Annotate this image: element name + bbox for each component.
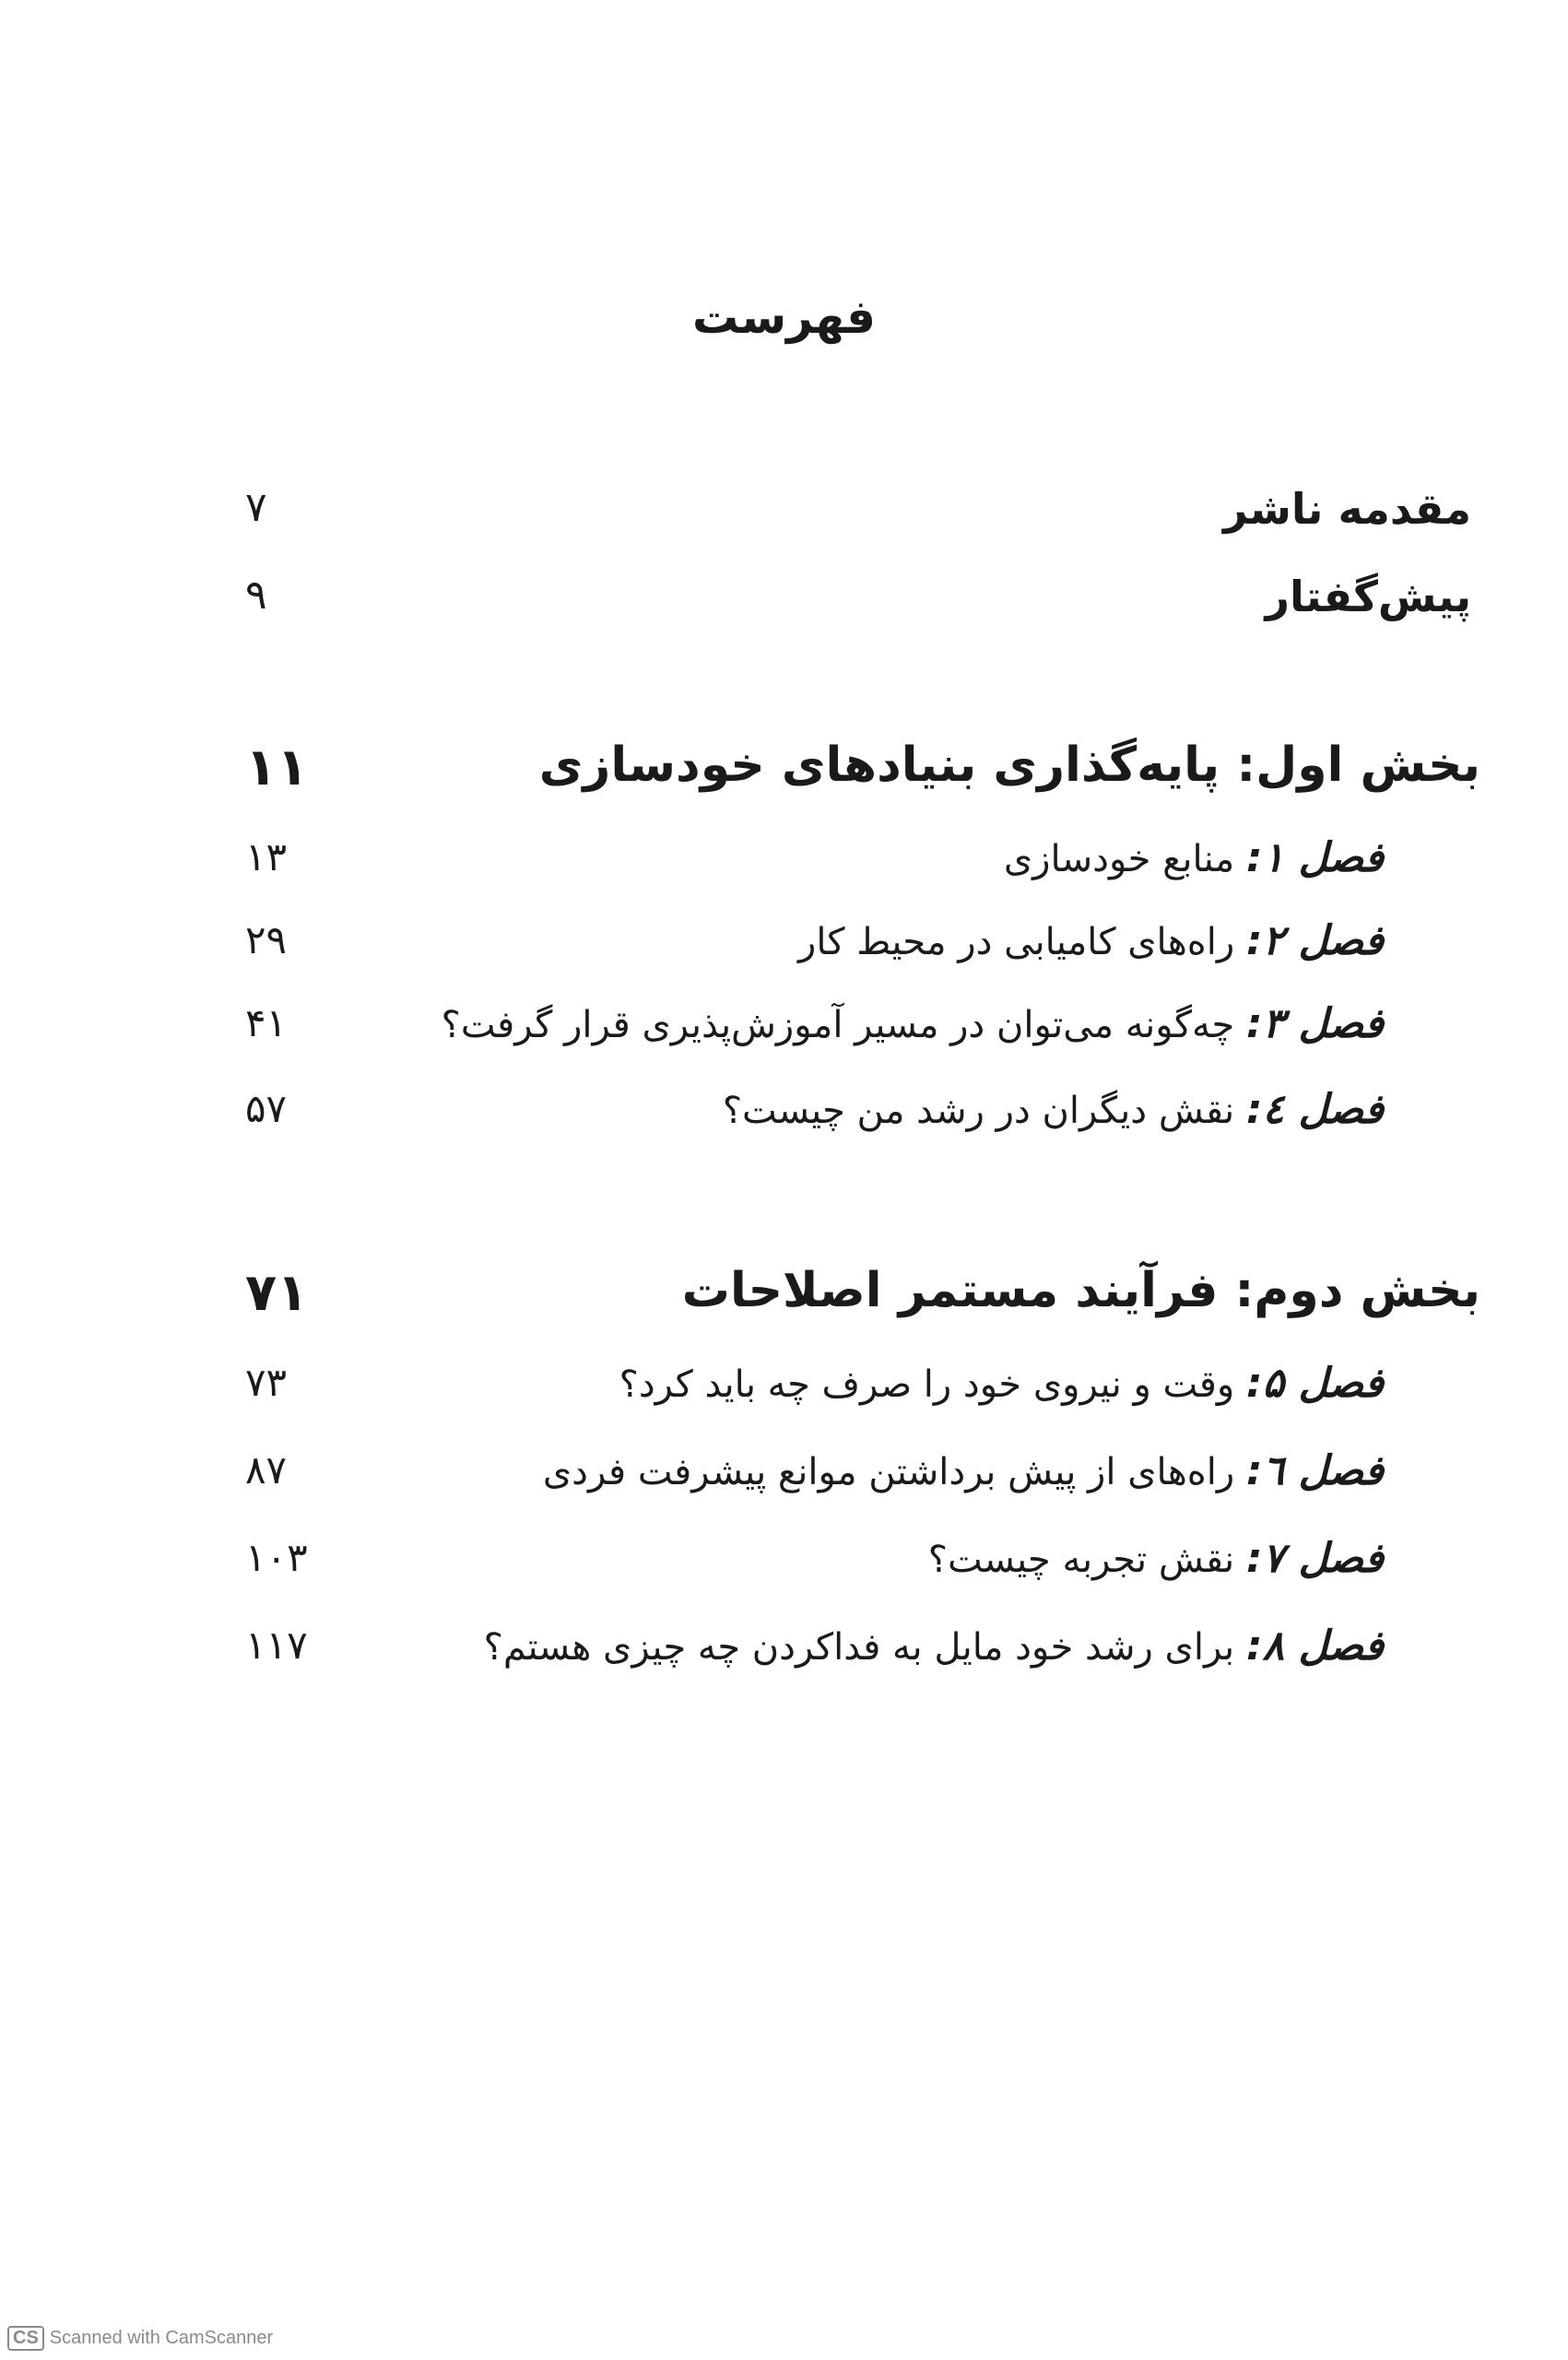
chapter-number: فصل ٦: (1245, 1447, 1384, 1494)
toc-chapter-5[interactable] (245, 1360, 1471, 1434)
chapter-number: فصل ۳: (1245, 1000, 1384, 1047)
toc-part-page: ۷۱ (245, 1263, 309, 1323)
toc-chapter-label (619, 1360, 1384, 1407)
chapter-title: برای رشد خود مایل به فداکردن چه چیزی هستم؟ (483, 1626, 1235, 1669)
chapter-number: فصل ۷: (1245, 1535, 1384, 1582)
chapter-title: نقش تجربه چیست؟ (927, 1539, 1235, 1581)
toc-chapter-label (442, 1000, 1384, 1047)
toc-chapter-6[interactable] (245, 1447, 1471, 1521)
toc-chapter-page: ۵۷ (245, 1086, 288, 1131)
toc-chapter-label (543, 1447, 1384, 1494)
toc-chapter-4[interactable] (245, 1086, 1471, 1160)
toc-entry-label: پیش‌گفتار (1265, 572, 1471, 621)
toc-chapter-page: ۱۱۷ (245, 1622, 308, 1668)
toc-chapter-page: ۸۷ (245, 1447, 288, 1493)
toc-entry-label: مقدمه ناشر (1223, 484, 1471, 534)
camscanner-logo-icon: CS (7, 2326, 44, 2351)
chapter-number: فصل ۱: (1245, 834, 1384, 881)
watermark-text: Scanned with CamScanner (49, 2328, 274, 2348)
toc-chapter-2[interactable] (245, 917, 1471, 991)
toc-entry-publisher-intro[interactable] (245, 484, 1471, 558)
toc-part-label: بخش دوم: فرآیند مستمر اصلاحات (681, 1263, 1480, 1318)
toc-chapter-page: ۲۹ (245, 917, 288, 962)
toc-chapter-1[interactable] (245, 834, 1471, 908)
toc-chapter-page: ۴۱ (245, 1000, 288, 1045)
toc-chapter-label (798, 917, 1384, 964)
toc-chapter-page: ۱۳ (245, 834, 288, 879)
chapter-title: چه‌گونه می‌توان در مسیر آموزش‌پذیری قرار گرفت؟ (441, 1004, 1235, 1046)
toc-part-label: بخش اول: پایه‌گذاری بنیادهای خودسازی (538, 738, 1480, 793)
chapter-number: فصل ۵: (1245, 1360, 1384, 1407)
toc-chapter-8[interactable] (245, 1622, 1471, 1696)
toc-part-1[interactable] (245, 738, 1480, 811)
chapter-title: راه‌های کامیابی در محیط کار (798, 921, 1235, 963)
toc-chapter-3[interactable] (245, 1000, 1471, 1074)
toc-entry-page: ۷ (245, 484, 267, 531)
camscanner-watermark (7, 2326, 273, 2351)
toc-chapter-7[interactable] (245, 1535, 1471, 1609)
toc-chapter-label (1004, 834, 1384, 881)
toc-chapter-label (723, 1086, 1384, 1133)
chapter-number: فصل ۲: (1245, 917, 1384, 964)
toc-entry-preface[interactable] (245, 572, 1471, 645)
toc-chapter-page: ۱۰۳ (245, 1535, 308, 1580)
chapter-title: راه‌های از پیش برداشتن موانع پیشرفت فردی (542, 1451, 1235, 1493)
chapter-title: نقش دیگران در رشد من چیست؟ (722, 1090, 1235, 1132)
chapter-number: فصل ٤: (1245, 1086, 1384, 1133)
toc-part-2[interactable] (245, 1263, 1480, 1337)
chapter-number: فصل ۸: (1245, 1622, 1384, 1670)
page-title: فهرست (692, 290, 876, 344)
chapter-title: وقت و نیروی خود را صرف چه باید کرد؟ (619, 1363, 1235, 1406)
toc-chapter-label (484, 1622, 1384, 1670)
toc-chapter-page: ۷۳ (245, 1360, 288, 1405)
toc-chapter-label (928, 1535, 1384, 1582)
toc-entry-page: ۹ (245, 572, 267, 619)
chapter-title: منابع خودسازی (1003, 838, 1235, 880)
toc-part-page: ۱۱ (245, 738, 309, 797)
